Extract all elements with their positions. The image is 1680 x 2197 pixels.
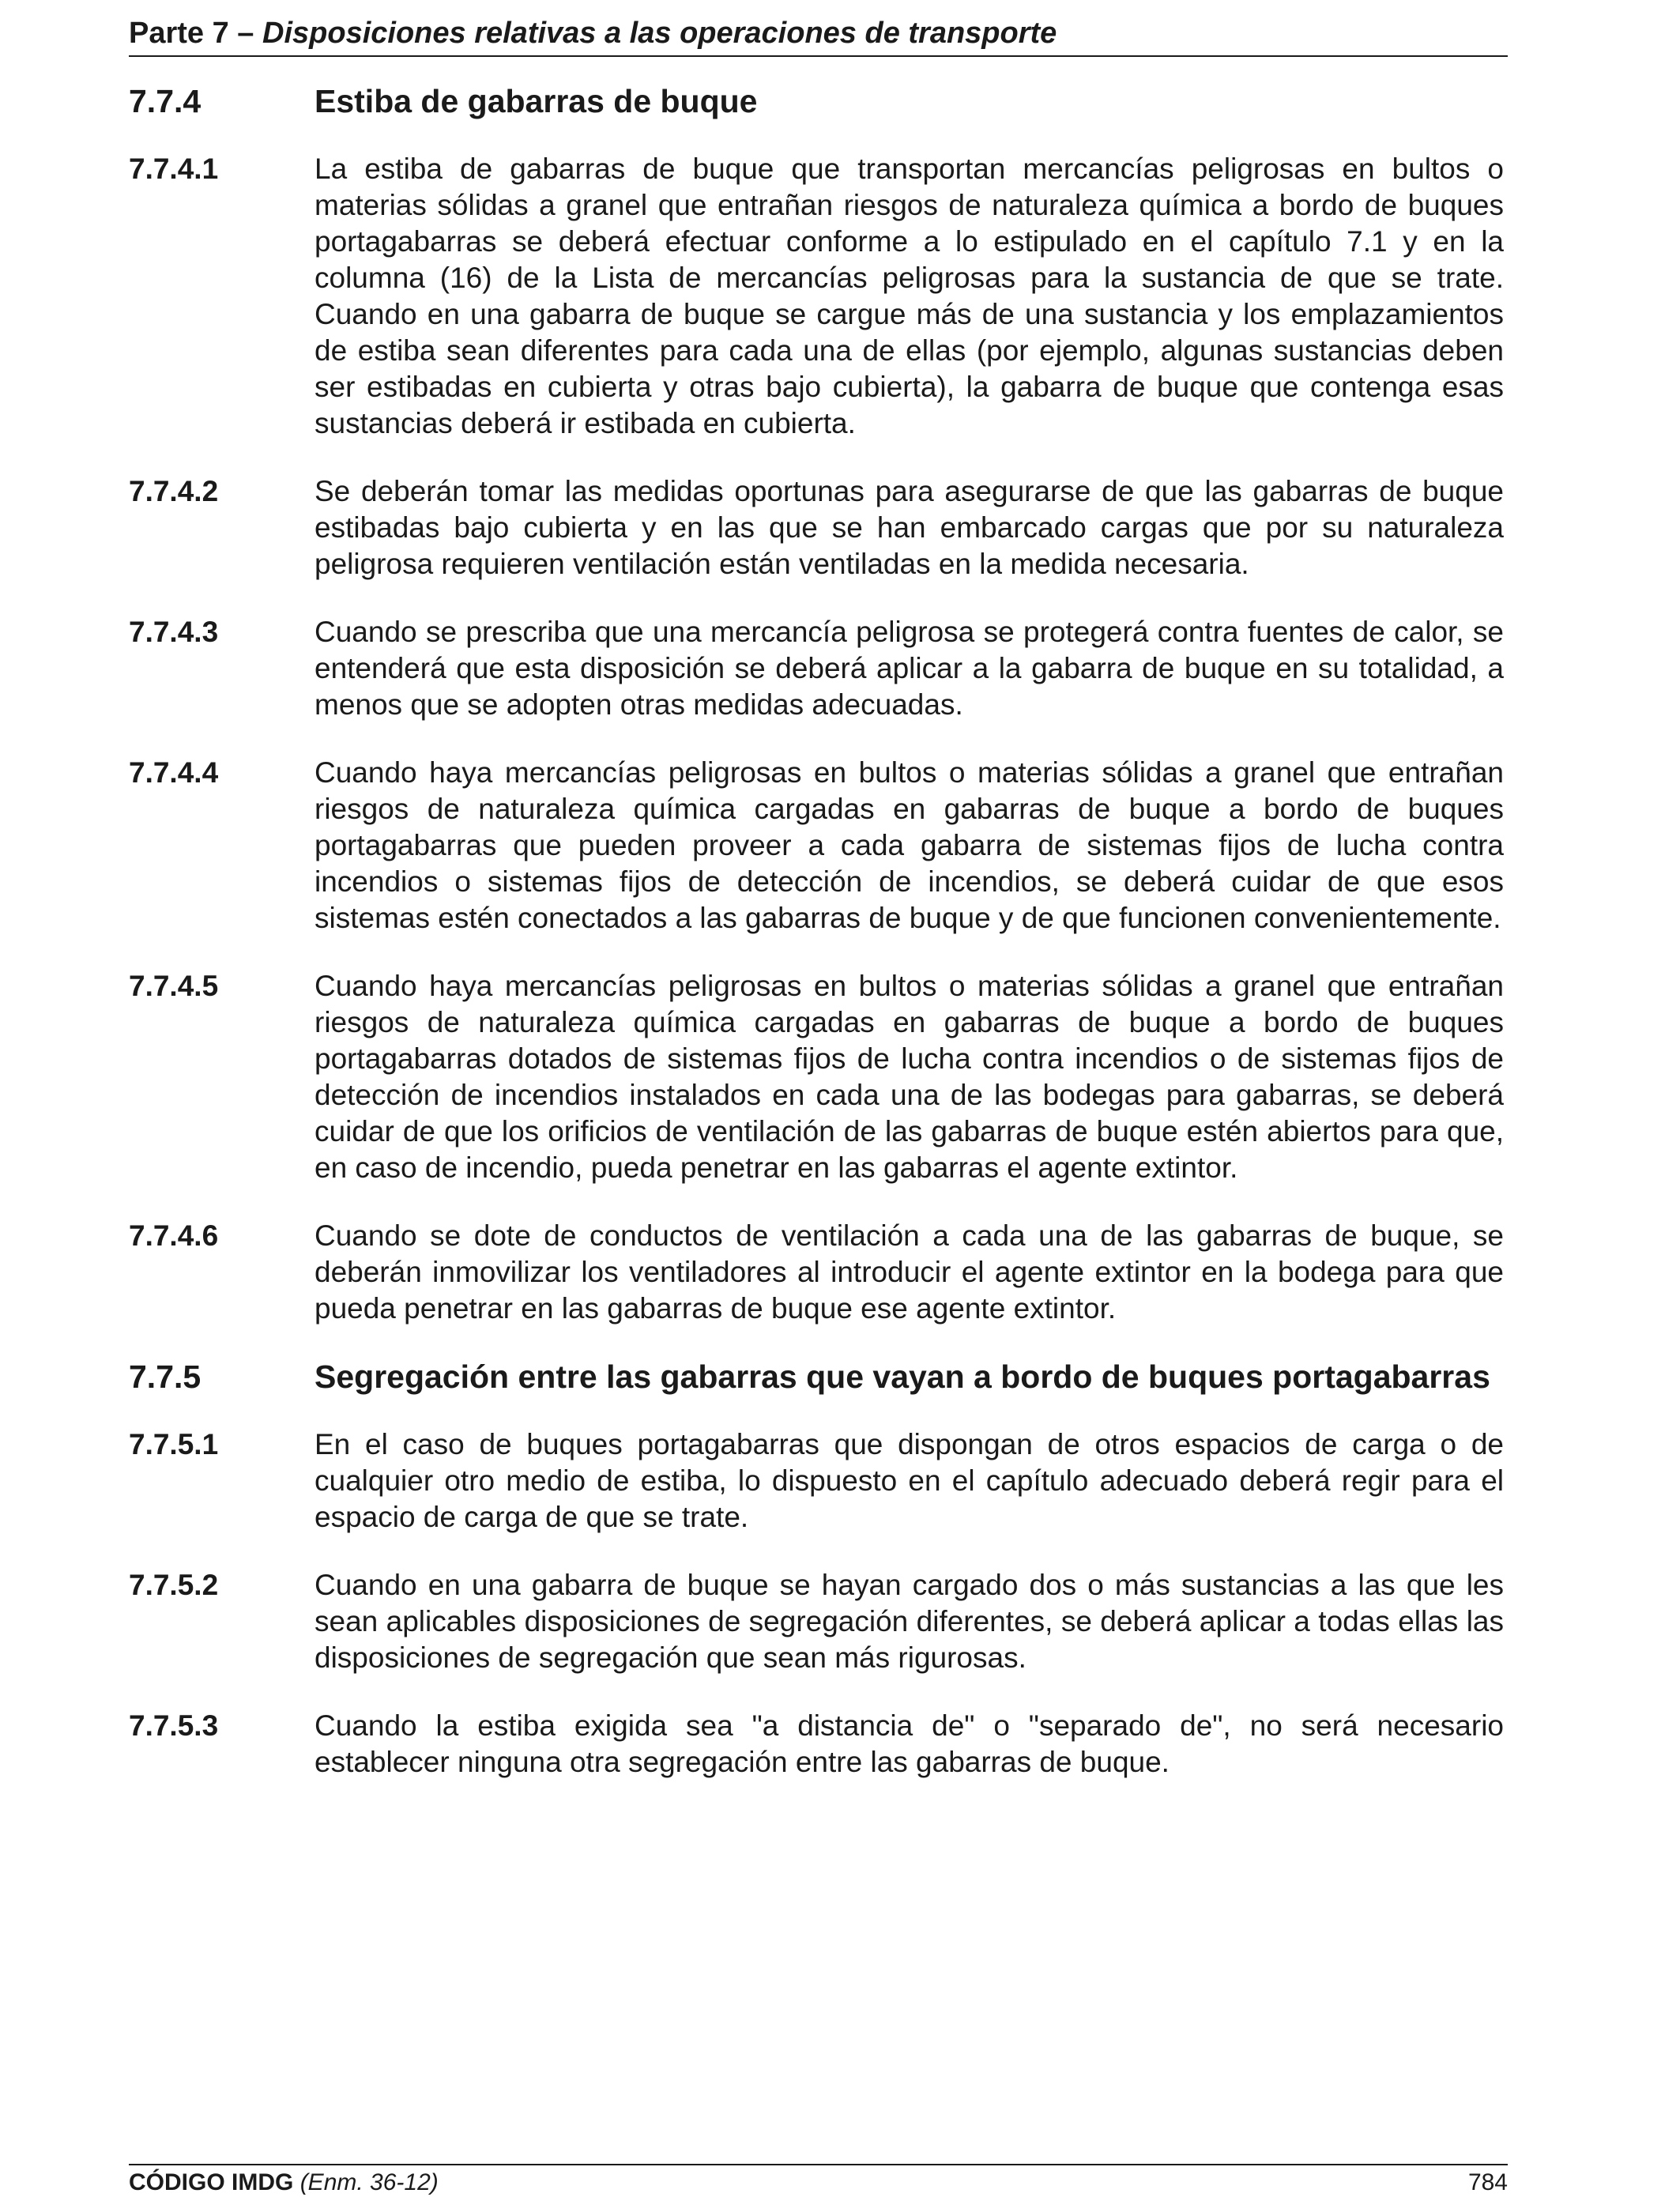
paragraph-7-7-4-3	[129, 614, 1504, 723]
paragraph-text: Cuando la estiba exigida sea "a distancia de" o "separado de", no será necesario establecer ninguna otra segregación entre las gabarras de buque.	[315, 1709, 1504, 1778]
paragraph-7-7-4-1	[129, 151, 1504, 442]
paragraph-7-7-5-1	[129, 1426, 1504, 1536]
paragraph-7-7-5-3	[129, 1708, 1504, 1781]
section-title: Estiba de gabarras de buque	[315, 83, 758, 119]
paragraph-text: Cuando se prescriba que una mercancía peligrosa se protegerá contra fuentes de calor, se entenderá que esta disposición se deberá aplicar a la gabarra de buque en su totalidad, a menos que se adopten otras medidas adecuadas.	[315, 616, 1504, 721]
footer-source	[129, 2169, 439, 2197]
page-number: 784	[1467, 2169, 1508, 2195]
running-header	[129, 14, 1508, 57]
header-title: Disposiciones relativas a las operaciones de transporte	[262, 17, 1057, 50]
section-heading-7-7-4	[129, 83, 1504, 119]
paragraph-7-7-4-4	[129, 755, 1504, 936]
section-heading-7-7-5	[129, 1359, 1504, 1395]
paragraph-text: Se deberán tomar las medidas oportunas para asegurarse de que las gabarras de buque estibadas bajo cubierta y en las que se han embarcado cargas que por su naturaleza peligrosa requieren ventilación están ventiladas en la medida necesaria.	[315, 475, 1504, 580]
paragraph-number: 7.7.4.1	[129, 153, 219, 185]
page-body	[129, 83, 1504, 1812]
paragraph-text: La estiba de gabarras de buque que transportan mercancías peligrosas en bultos o materias sólidas a granel que entrañan riesgos de naturaleza química a bordo de buques portagabarras se deberá efectuar conforme a lo estipulado en el capítulo 7.1 y en la columna (16) de la Lista de mercancías peligrosas para la sustancia de que se trate. Cuando en una gabarra de buque se cargue más de una sustancia y los emplazamientos de estiba sean diferentes para cada una de ellas (por ejemplo, algunas sustancias deben ser estibadas en cubierta y otras bajo cubierta), la gabarra de buque que contenga esas sustancias deberá ir estibada en cubierta.	[315, 153, 1504, 439]
paragraph-text: Cuando se dote de conductos de ventilación a cada una de las gabarras de buque, se deberán inmovilizar los ventiladores al introducir el agente extintor en la bodega para que pueda penetrar en las gabarras de buque ese agente extintor.	[315, 1219, 1504, 1325]
paragraph-text: Cuando en una gabarra de buque se hayan cargado dos o más sustancias a las que les sean aplicables disposiciones de segregación diferentes, se deberá aplicar a todas ellas las disposiciones de segregación que sean más rigurosas.	[315, 1569, 1504, 1674]
footer-code: CÓDIGO IMDG	[129, 2169, 294, 2195]
paragraph-text: Cuando haya mercancías peligrosas en bultos o materias sólidas a granel que entrañan riesgos de naturaleza química cargadas en gabarras de buque a bordo de buques portagabarras que pueden proveer a cada gabarra de sistemas fijos de lucha contra incendios o sistemas fijos de detección de incendios, se deberá cuidar de que esos sistemas estén conectados a las gabarras de buque y de que funcionen convenientemente.	[315, 756, 1504, 934]
paragraph-number: 7.7.4.2	[129, 475, 219, 507]
paragraph-number: 7.7.5.2	[129, 1569, 219, 1601]
section-number: 7.7.4	[129, 83, 202, 119]
paragraph-text: Cuando haya mercancías peligrosas en bultos o materias sólidas a granel que entrañan riesgos de naturaleza química cargadas en gabarras de buque a bordo de buques portagabarras dotados de sistemas fijos de lucha contra incendios o de sistemas fijos de detección de incendios instalados en cada una de las bodegas para gabarras, se deberá cuidar de que los orificios de ventilación de las gabarras de buque estén abiertos para que, en caso de incendio, pueda penetrar en las gabarras el agente extintor.	[315, 970, 1504, 1184]
header-part: Parte 7 –	[129, 17, 254, 50]
paragraph-7-7-5-2	[129, 1567, 1504, 1676]
section-title: Segregación entre las gabarras que vayan a bordo de buques portagabarras	[315, 1359, 1490, 1395]
paragraph-number: 7.7.4.4	[129, 756, 219, 789]
paragraph-7-7-4-5	[129, 968, 1504, 1186]
running-footer	[129, 2164, 1508, 2197]
paragraph-number: 7.7.4.6	[129, 1219, 219, 1252]
paragraph-number: 7.7.5.1	[129, 1428, 219, 1460]
paragraph-number: 7.7.4.5	[129, 970, 219, 1002]
paragraph-7-7-4-6	[129, 1218, 1504, 1327]
footer-amendment: (Enm. 36-12)	[299, 2169, 439, 2195]
paragraph-number: 7.7.4.3	[129, 616, 219, 648]
paragraph-number: 7.7.5.3	[129, 1709, 219, 1742]
paragraph-text: En el caso de buques portagabarras que dispongan de otros espacios de carga o de cualquier otro medio de estiba, lo dispuesto en el capítulo adecuado deberá regir para el espacio de carga de que se trate.	[315, 1428, 1504, 1533]
paragraph-7-7-4-2	[129, 473, 1504, 582]
section-number: 7.7.5	[129, 1359, 202, 1395]
